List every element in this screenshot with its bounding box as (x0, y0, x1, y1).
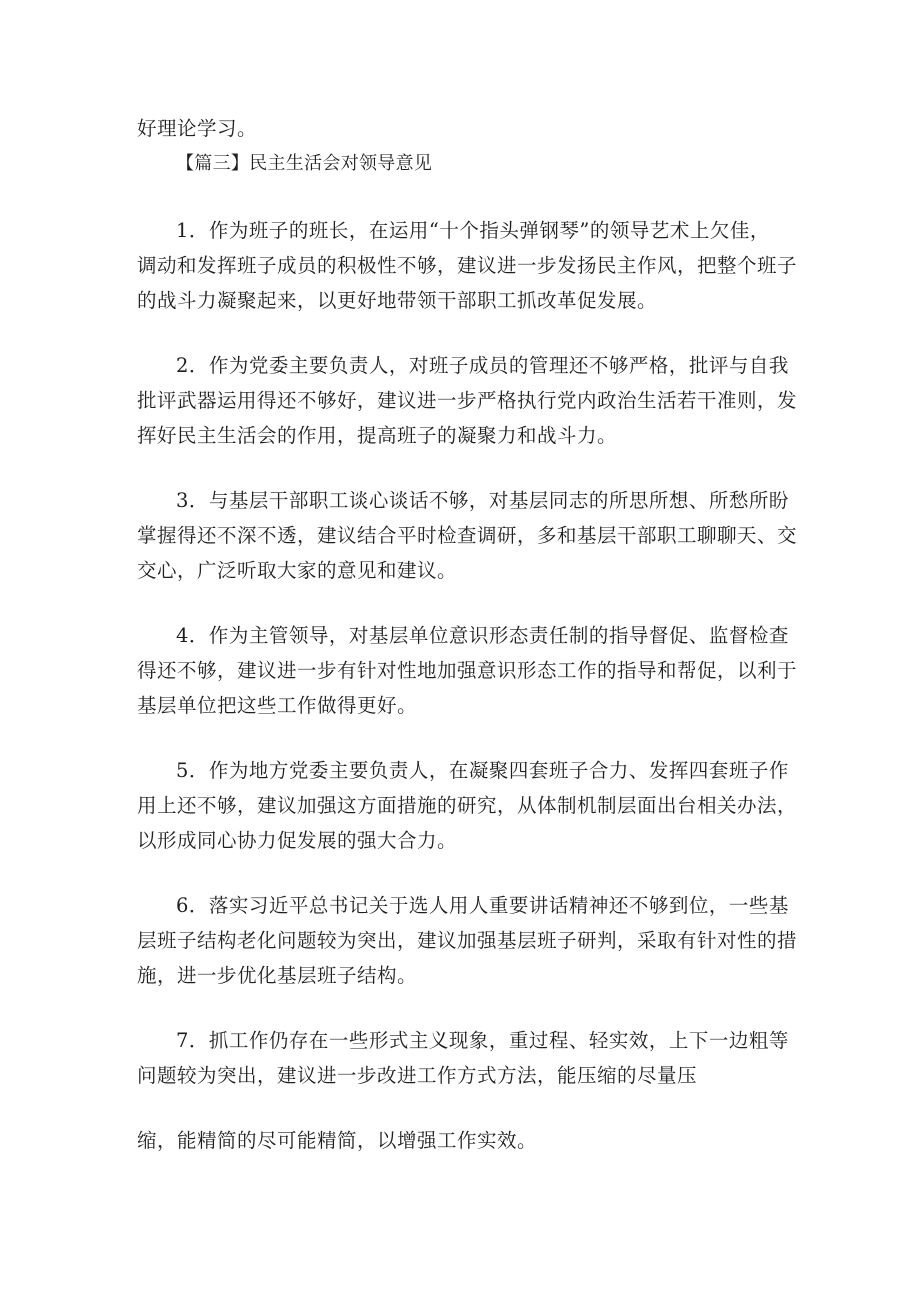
paragraph-4-line-2: 得还不够，建议进一步有针对性地加强意识形态工作的指导和帮促，以利于 (137, 659, 798, 682)
paragraph-4-line-3: 基层单位把这些工作做得更好。 (137, 694, 418, 717)
paragraph-7-line-3: 缩，能精简的尽可能精简，以增强工作实效。 (137, 1129, 538, 1152)
paragraph-2-line-1: 2．作为党委主要负责人，对班子成员的管理还不够严格，批评与自我 (176, 354, 789, 377)
paragraph-6-line-3: 施，进一步优化基层班子结构。 (137, 964, 418, 987)
paragraph-3-line-1: 3．与基层干部职工谈心谈话不够，对基层同志的所思所想、所愁所盼 (176, 489, 789, 512)
paragraph-1-line-2: 调动和发挥班子成员的积极性不够，建议进一步发扬民主作风，把整个班子 (137, 254, 798, 277)
paragraph-1-line-1: 1．作为班子的班长，在运用“十个指头弹钢琴”的领导艺术上欠佳， (176, 219, 770, 242)
top-fragment-text: 好理论学习。 (137, 117, 258, 140)
paragraph-6-line-1: 6．落实习近平总书记关于选人用人重要讲话精神还不够到位，一些基 (176, 894, 789, 917)
paragraph-3-line-3: 交心，广泛听取大家的意见和建议。 (137, 559, 458, 582)
paragraph-7-line-1: 7．抓工作仍存在一些形式主义现象，重过程、轻实效，上下一边粗等 (176, 1029, 789, 1052)
paragraph-6-line-2: 层班子结构老化问题较为突出，建议加强基层班子研判，采取有针对性的措 (137, 929, 798, 952)
paragraph-5-line-2: 用上还不够，建议加强这方面措施的研究，从体制机制层面出台相关办法， (137, 794, 798, 817)
paragraph-2-line-3: 挥好民主生活会的作用，提高班子的凝聚力和战斗力。 (137, 424, 618, 447)
section-title: 【篇三】民主生活会对领导意见 (176, 153, 433, 174)
paragraph-7-line-2: 问题较为突出，建议进一步改进工作方式方法，能压缩的尽量压 (137, 1064, 698, 1087)
paragraph-1-line-3: 的战斗力凝聚起来，以更好地带领干部职工抓改革促发展。 (137, 289, 658, 312)
paragraph-5-line-3: 以形成同心协力促发展的强大合力。 (137, 829, 458, 852)
paragraph-4-line-1: 4．作为主管领导，对基层单位意识形态责任制的指导督促、监督检查 (176, 624, 789, 647)
paragraph-3-line-2: 掌握得还不深不透，建议结合平时检查调研，多和基层干部职工聊聊天、交 (137, 524, 798, 547)
paragraph-5-line-1: 5．作为地方党委主要负责人，在凝聚四套班子合力、发挥四套班子作 (176, 759, 789, 782)
paragraph-2-line-2: 批评武器运用得还不够好，建议进一步严格执行党内政治生活若干准则，发 (137, 389, 798, 412)
